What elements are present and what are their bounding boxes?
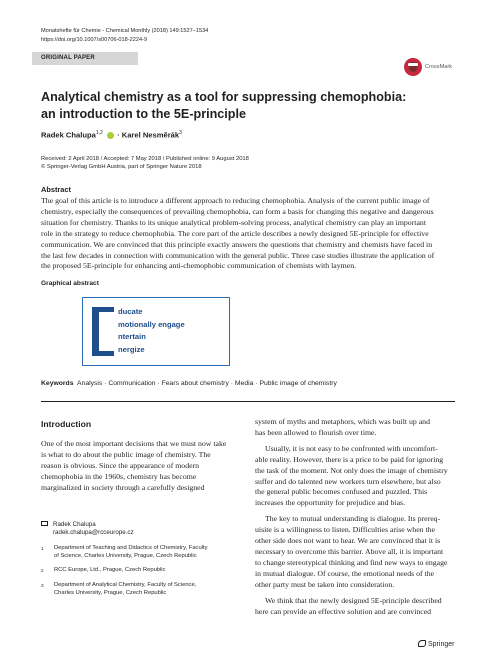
crossmark-badge[interactable] [404, 58, 456, 80]
abstract-line: situation for chemistry. Thanks to its unique analytical problem-solving process, analytical chemistry can play an important [41, 217, 426, 227]
affiliation-number: 2 [41, 568, 44, 573]
affiliation-line: Department of Teaching and Didactics of Chemistry, Faculty [54, 545, 208, 551]
graphical-abstract-heading: Graphical abstract [41, 280, 99, 287]
abstract-text [41, 196, 455, 272]
article-type-label: ORIGINAL PAPER [41, 55, 95, 61]
affiliation-number: 1 [41, 546, 44, 551]
body-line: increases the opportunity for prejudice and bias. [255, 498, 406, 508]
abstract-line: the last few decades in connection with communication with the general public. Three case studies illustrate the application of [41, 250, 435, 260]
body-line: has been allowed to flourish over time. [255, 427, 377, 437]
body-line: other party must be taken into consideration. [255, 579, 395, 589]
abstract-heading: Abstract [41, 185, 71, 194]
copyright-notice: © Springer-Verlag GmbH Austria, part of Springer Nature 2018 [41, 164, 202, 170]
author-name[interactable]: Karel Nesměrák [121, 130, 180, 140]
body-line: the task of the moment. Not only does the image of chemistry [255, 465, 448, 475]
corresponding-author [41, 521, 134, 537]
body-line: chemophobia in the 1960s, chemistry has become [41, 471, 197, 481]
keywords-line [41, 380, 337, 387]
abstract-line: role in the strategy to reduce chemophobia. The core part of the article describes a newly designed 5E-principle for effective [41, 228, 429, 238]
big-e-letter-icon [92, 307, 114, 356]
body-line: One of the most important decisions that we must now take [41, 439, 227, 448]
contact-email[interactable]: radek.chalupa@rcceurope.cz [53, 529, 134, 537]
body-line: We think that the newly designed 5E-principle described [265, 595, 442, 605]
paragraph [255, 596, 455, 618]
author-name[interactable]: Radek Chalupa [41, 130, 96, 140]
abstract-line: The goal of this article is to introduce a different approach to reducing chemophobia. Analysis of the current public image of [41, 196, 430, 205]
doi-link[interactable]: https://doi.org/10.1007/s00706-018-2224-9 [41, 37, 148, 43]
abstract-line: chemistry, especially the consequences of prevailing chemophobia, can form a basis for changing this negative and dangerous [41, 206, 434, 216]
body-line: uisite is a willingness to listen. Difficulties arise when the [255, 525, 436, 535]
orcid-icon[interactable] [107, 132, 114, 139]
title-line-1: Analytical chemistry as a tool for suppressing chemophobia: [41, 90, 407, 104]
5e-word: nergize [118, 344, 145, 354]
body-line: here can provide an effective solution and are convinced [255, 606, 432, 616]
intro-left-column [41, 439, 243, 494]
body-line: suffer and do talented new workers turn elsewhere, but also [255, 476, 441, 486]
abstract-line: communication. We are convinced that this principle exactly answers the questions that chemistry and chemists have faced in [41, 239, 433, 249]
publisher-logo [418, 640, 454, 648]
publisher-name: Springer [428, 641, 455, 648]
introduction-heading: Introduction [41, 419, 92, 429]
body-line: able reality. However, there is a price to be paid for ignoring [255, 454, 444, 464]
5e-word: ntertain [118, 332, 146, 341]
body-line: system of myths and metaphors, which was built up and [255, 417, 430, 426]
abstract-line: the proposed 5E-principle for enhancing anti-chemophobic communication of chemists with laymen. [41, 261, 357, 271]
affiliation-number: 3 [41, 583, 44, 588]
crossmark-icon [404, 58, 422, 76]
paragraph [255, 444, 455, 509]
article-type-banner [32, 52, 138, 65]
body-line: in mutual dialogue. Of course, the emotional needs of the [255, 568, 435, 578]
body-line: necessary to overcome this barrier. Above all, it is important [255, 546, 444, 556]
graphical-abstract-figure [82, 297, 230, 366]
body-line: reason is obvious. Since the appearance of modern [41, 460, 200, 470]
keywords-label: Keywords [41, 380, 74, 387]
body-line: is what to do about the public image of chemistry. The [41, 449, 211, 459]
body-line: Usually, it is not easy to be confronted with uncomfort- [265, 443, 438, 453]
article-title [41, 89, 461, 123]
author-affiliation-ref: 3 [179, 130, 182, 136]
intro-right-column [255, 417, 455, 617]
body-line: other side does not want to hear. We are convinced that it is [255, 536, 441, 546]
author-separator: · [117, 130, 120, 140]
contact-name: Radek Chalupa [53, 521, 96, 528]
affiliation-line: of Science, Charles University, Prague, Czech Republic [54, 552, 197, 559]
affiliation-line: Department of Analytical Chemistry, Faculty of Science, [54, 582, 197, 588]
paragraph [255, 514, 455, 590]
body-line: The key to mutual understanding is dialogue. Its prereq- [265, 514, 441, 524]
5e-word-list [118, 306, 185, 356]
title-line-2: an introduction to the 5E-principle [41, 107, 246, 121]
5e-word: ducate [118, 307, 143, 316]
paragraph [255, 417, 455, 439]
springer-horse-icon [418, 640, 426, 647]
body-line: the general public becomes confused and puzzled. This [255, 487, 428, 497]
5e-word: motionally engage [118, 319, 185, 329]
crossmark-label: CrossMark [425, 64, 453, 70]
body-line: marginalized in society through a carefully designed [41, 482, 205, 492]
envelope-icon [41, 521, 48, 526]
publication-dates: Received: 2 April 2018 / Accepted: 7 May 2018 / Published online: 9 August 2018 [41, 156, 249, 162]
body-line: to change stereotypical thinking and find new ways to engage [255, 557, 448, 567]
author-affiliation-ref: 1,2 [95, 130, 103, 136]
affiliation-line: RCC Europe, Ltd., Prague, Czech Republic [54, 567, 166, 573]
author-list [41, 130, 182, 140]
affiliation-line: Charles University, Prague, Czech Republic [54, 589, 167, 596]
section-divider [41, 401, 455, 402]
keywords-text: Analysis · Communication · Fears about chemistry · Media · Public image of chemistry [77, 380, 337, 387]
journal-citation: Monatshefte für Chemie - Chemical Monthly (2018) 149:1527–1534 [41, 28, 209, 34]
